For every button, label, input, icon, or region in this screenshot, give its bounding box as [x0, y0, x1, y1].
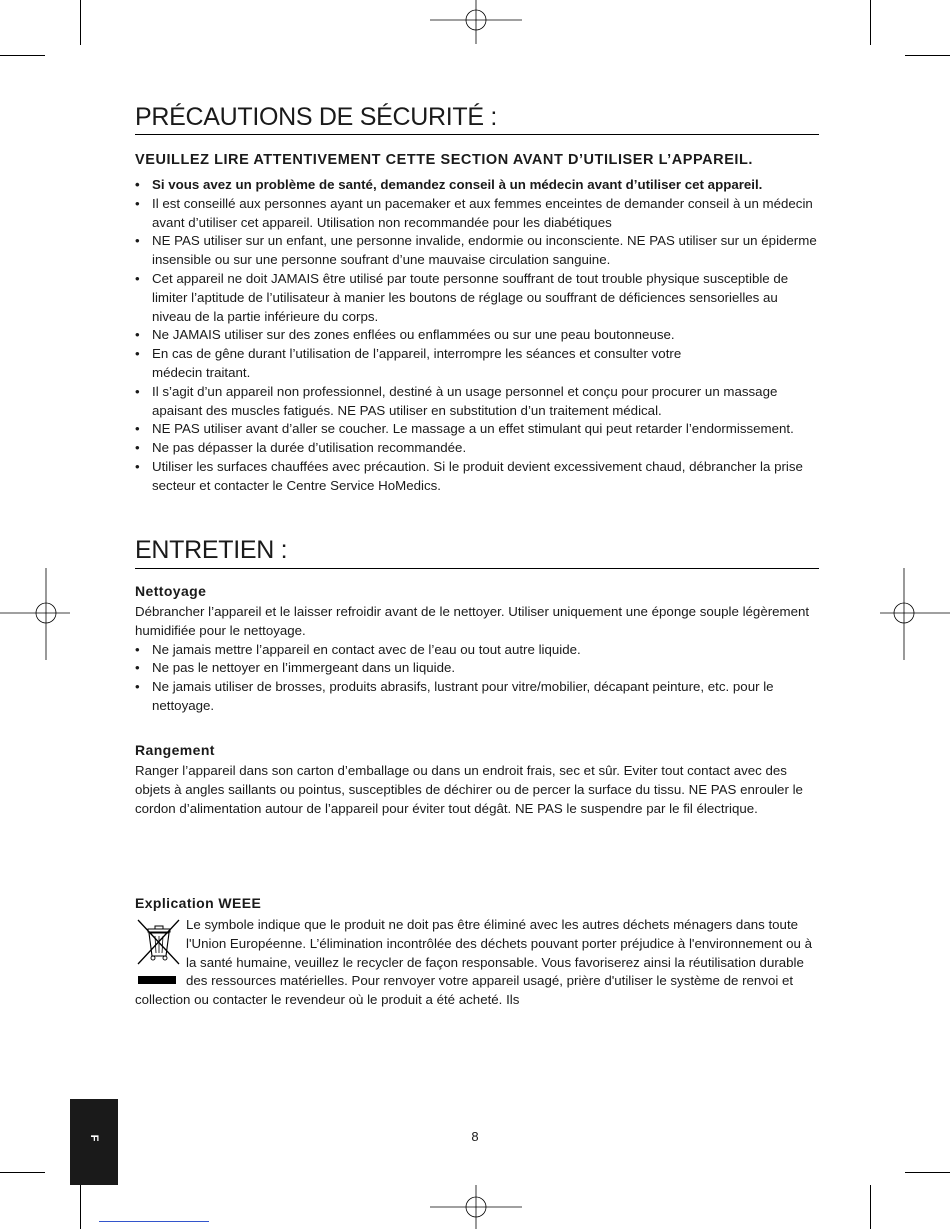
safety-subtitle: VEUILLEZ LIRE ATTENTIVEMENT CETTE SECTION AVANT D’UTILISER L’APPAREIL. [135, 152, 753, 168]
registration-mark-top-icon [430, 0, 522, 44]
weee-heading: Explication WEEE [135, 895, 262, 911]
list-item: • Utiliser les surfaces chauffées avec précaution. Si le produit devient excessivement chaud, débrancher la prise secteur et contacter le Centre Service HoMedics. [135, 458, 819, 496]
list-item: • Ne pas le nettoyer en l’immergeant dans un liquide. [135, 659, 819, 678]
storage-heading: Rangement [135, 742, 215, 758]
registration-mark-right-icon [880, 568, 950, 660]
safety-list [135, 176, 819, 496]
weee-text-block [135, 916, 819, 1010]
cleaning-section [135, 582, 819, 716]
crop-mark [80, 1185, 81, 1229]
list-item: • Ne jamais utiliser de brosses, produits abrasifs, lustrant pour vitre/mobilier, décapant peinture, etc. pour le nettoyage. [135, 678, 819, 716]
language-tab [70, 1099, 118, 1185]
list-item: • Ne pas dépasser la durée d’utilisation recommandée. [135, 439, 819, 458]
weee-symbol [135, 916, 185, 988]
list-item: • Ne JAMAIS utiliser sur des zones enflées ou enflammées ou sur une peau boutonneuse. [135, 326, 819, 345]
list-item: • Il est conseillé aux personnes ayant un pacemaker et aux femmes enceintes de demander conseil à un médecin avant d’utiliser cet appareil. Utilisation non recommandée pour les diabétiques [135, 195, 819, 233]
crop-mark [870, 0, 871, 45]
crop-mark [0, 55, 45, 56]
list-item: • Si vous avez un problème de santé, demandez conseil à un médecin avant d’utiliser cet appareil. [135, 176, 819, 195]
weee-text: Le symbole indique que le produit ne doit pas être éliminé avec les autres déchets ménagers dans toute l'Union Européenne. L’élimination incontrôlée des déchets pouvant porter préjudice à l'environnement ou à la santé humaine, veuillez le recycler de façon responsable. Vous favoriserez ainsi la réutilisation durable des ressources matérielles. Pour renvoyer votre appareil usagé, prière d'utiliser le système de renvoi et collection ou contacter le revendeur où le produit a été acheté. Ils [135, 917, 813, 1008]
crossed-out-bin-icon [135, 916, 183, 988]
page-number: 8 [471, 1129, 479, 1144]
crop-mark [870, 1185, 871, 1229]
crop-mark [905, 55, 950, 56]
crop-mark [80, 0, 81, 45]
storage-text: Ranger l’appareil dans son carton d’emballage ou dans un endroit frais, sec et sûr. Eviter tout contact avec des objets à angles saillants ou pointus, susceptibles de déchirer ou de percer la surface du tissu. NE PAS enrouler le cordon d’alimentation autour de l’appareil pour éviter tout dégât. NE PAS le suspendre par le fil électrique. [135, 763, 803, 816]
crop-mark [905, 1172, 950, 1173]
language-tab-label: F [88, 1134, 100, 1142]
list-item: • NE PAS utiliser sur un enfant, une personne invalide, endormie ou inconsciente. NE PAS utiliser sur un épiderme insensible ou sur une personne soufrant d’une mauvaise circulation sanguine. [135, 232, 819, 270]
registration-mark-bottom-icon [430, 1185, 522, 1229]
list-item: • NE PAS utiliser avant d’aller se coucher. Le massage a un effet stimulant qui peut retarder l’endormissement. [135, 420, 819, 439]
cleaning-intro: Débrancher l’appareil et le laisser refroidir avant de le nettoyer. Utiliser uniquement une éponge souple légèrement humidifiée pour le nettoyage. [135, 604, 810, 638]
crop-mark [0, 1172, 45, 1173]
list-item: • Cet appareil ne doit JAMAIS être utilisé par toute personne souffrant de tout trouble physique susceptible de limiter l’aptitude de l’utilisateur à manier les boutons de réglage ou souffrant de déficiences sensorielles au niveau de la partie inférieure du corps. [135, 270, 819, 326]
list-item: • Il s’agit d’un appareil non professionnel, destiné à un usage personnel et conçu pour procurer un massage apaisant des muscles fatigués. NE PAS utiliser en substitution d’un traitement médical. [135, 383, 819, 421]
safety-title: PRÉCAUTIONS DE SÉCURITÉ : [135, 100, 819, 135]
cleaning-heading: Nettoyage [135, 583, 207, 599]
maintenance-title: ENTRETIEN : [135, 532, 819, 569]
storage-section [135, 741, 819, 818]
cleaning-list [135, 641, 819, 716]
list-item: • En cas de gêne durant l’utilisation de l’appareil, interrompre les séances et consulter votre médecin traitant. [135, 345, 819, 383]
divider [99, 1221, 209, 1222]
list-item: • Ne jamais mettre l’appareil en contact avec de l’eau ou tout autre liquide. [135, 641, 819, 660]
registration-mark-left-icon [0, 568, 70, 660]
weee-section [135, 894, 819, 1010]
